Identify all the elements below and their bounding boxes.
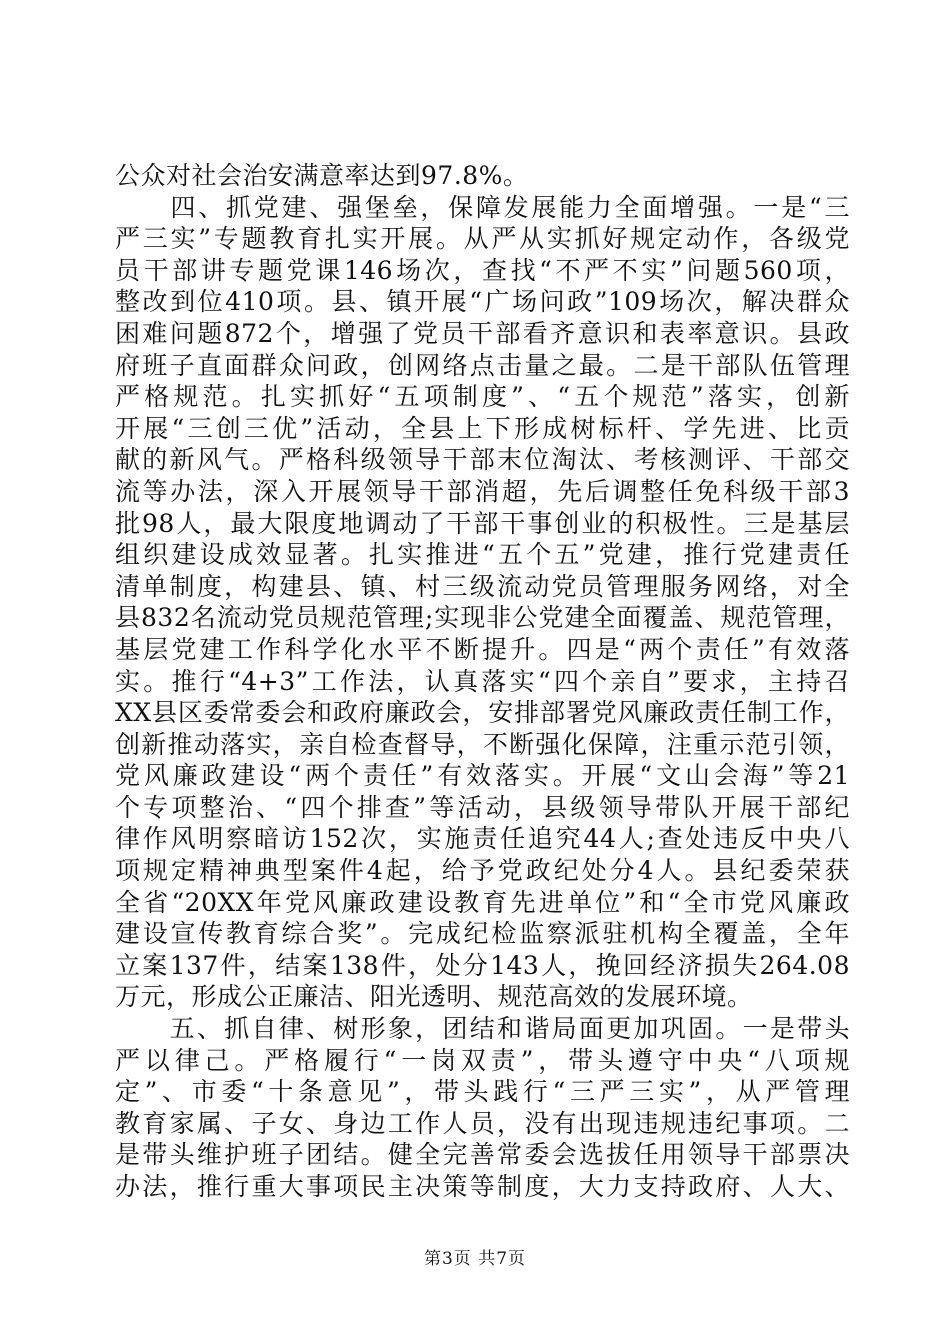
text-line: 员干部讲专题党课146场次，查找“不严不实”问题560项， (115, 255, 850, 285)
text-line: 流等办法，深入开展领导干部消超，先后调整任免科级干部3 (115, 476, 850, 506)
text-line: 批98人，最大限度地调动了干部干事创业的积极性。三是基层 (115, 508, 850, 538)
text-line: 严以律己。严格履行“一岗双责”，带头遵守中央“八项规 (115, 1045, 850, 1075)
text-line: 创新推动落实，亲自检查督导，不断强化保障，注重示范引领， (115, 729, 850, 759)
text-line: 建设宣传教育综合奖”。完成纪检监察派驻机构全覆盖，全年 (115, 919, 850, 949)
text-line: 严格规范。扎实抓好“五项制度”、“五个规范”落实，创新 (115, 382, 850, 412)
text-line: 清单制度，构建县、镇、村三级流动党员管理服务网络，对全 (115, 571, 850, 601)
page-footer: 第3页 共7页 (423, 1249, 527, 1269)
text-line: 定”、市委“十条意见”，带头践行“三严三实”，从严管理 (115, 1077, 850, 1107)
text-line: 府班子直面群众问政，创网络点击量之最。二是干部队伍管理 (115, 350, 850, 380)
text-line: 严三实”专题教育扎实开展。从严从实抓好规定动作，各级党 (115, 224, 850, 254)
text-line: 实。推行“4+3”工作法，认真落实“四个亲自”要求，主持召 (115, 666, 850, 696)
text-line: 立案137件，结案138件，处分143人，挽回经济损失264.08 (115, 950, 850, 980)
text-line: 献的新风气。严格科级领导干部末位淘汰、考核测评、干部交 (115, 445, 850, 475)
document-body (115, 160, 850, 1203)
text-line: 万元，形成公正廉洁、阳光透明、规范高效的发展环境。 (115, 982, 753, 1012)
text-line: 困难问题872个，增强了党员干部看齐意识和表率意识。县政 (115, 318, 850, 348)
text-line: XX县区委常委会和政府廉政会，安排部署党风廉政责任制工作， (115, 698, 850, 728)
text-line: 全省“20XX年党风廉政建设教育先进单位”和“全市党风廉政 (115, 887, 850, 917)
text-line: 组织建设成效显著。扎实推进“五个五”党建，推行党建责任 (115, 540, 850, 570)
text-line: 五、抓自律、树形象，团结和谐局面更加巩固。一是带头 (115, 1014, 850, 1044)
text-line: 党风廉政建设“两个责任”有效落实。开展“文山会海”等21 (115, 761, 850, 791)
text-line: 整改到位410项。县、镇开展“广场问政”109场次，解决群众 (115, 287, 850, 317)
text-line: 四、抓党建、强堡垒，保障发展能力全面增强。一是“三 (115, 192, 850, 222)
text-line: 开展“三创三优”活动，全县上下形成树标杆、学先进、比贡 (115, 413, 850, 443)
text-line: 县832名流动党员规范管理;实现非公党建全面覆盖、规范管理， (115, 603, 850, 633)
text-line: 公众对社会治安满意率达到97.8%。 (115, 161, 529, 190)
text-line: 个专项整治、“四个排查”等活动，县级领导带队开展干部纪 (115, 792, 850, 822)
text-line: 项规定精神典型案件4起，给予党政纪处分4人。县纪委荣获 (115, 856, 850, 886)
text-line: 办法，推行重大事项民主决策等制度，大力支持政府、人大、 (115, 1172, 850, 1201)
text-line: 是带头维护班子团结。健全完善常委会选拔任用领导干部票决 (115, 1140, 850, 1170)
text-line: 律作风明察暗访152次，实施责任追究44人;查处违反中央八 (115, 824, 850, 854)
text-line: 教育家属、子女、身边工作人员，没有出现违规违纪事项。二 (115, 1108, 850, 1138)
text-line: 基层党建工作科学化水平不断提升。四是“两个责任”有效落 (115, 634, 850, 664)
